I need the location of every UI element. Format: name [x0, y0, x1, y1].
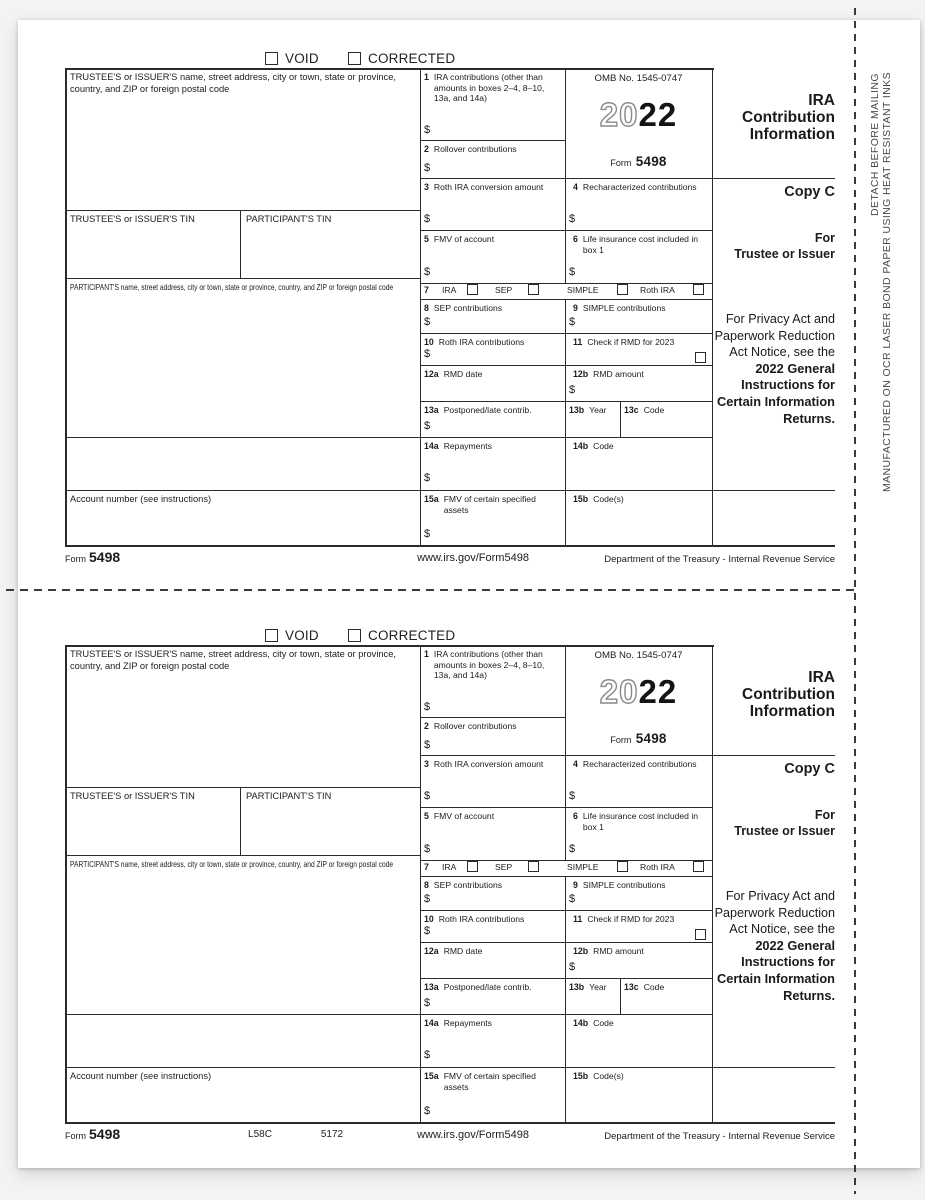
box1-dollar: $ — [424, 124, 431, 136]
copy-label: Copy C — [784, 184, 835, 200]
trustee-tin-field[interactable] — [67, 805, 239, 854]
form-title-line: Information — [749, 703, 835, 720]
trustee-tin-field[interactable] — [67, 228, 239, 277]
box8-dollar: $ — [424, 893, 431, 905]
detach-instruction-text: DETACH BEFORE MAILING — [869, 73, 881, 216]
privacy-notice: For Privacy Act and Paperwork Reduction Act Notice, see the 2022 General Instructions for Certain Information Returns. — [714, 312, 835, 426]
box7-sep-checkbox[interactable] — [528, 861, 539, 872]
grid-line — [420, 876, 712, 877]
box5-dollar: $ — [424, 266, 431, 278]
box11-label: 11 Check if RMD for 2023 — [573, 914, 675, 924]
box7-sep-label: SEP — [495, 862, 513, 872]
grid-line — [565, 645, 566, 860]
grid-line — [65, 855, 420, 856]
paper-sheet — [18, 20, 920, 1168]
treasury-department-text: Department of the Treasury - Internal Revenue Service — [604, 554, 835, 565]
form-title-line: IRA — [808, 669, 835, 686]
grid-line — [620, 401, 621, 437]
grid-line — [240, 210, 241, 278]
grid-line — [620, 978, 621, 1014]
tax-year-solid: 22 — [638, 673, 678, 710]
box2-label: 2 Rollover contributions — [424, 721, 517, 731]
copy-recipient-line: Trustee or Issuer — [734, 824, 835, 838]
box13b-label: 13b Year — [569, 405, 607, 415]
box13a-dollar: $ — [424, 420, 431, 432]
void-checkbox[interactable] — [265, 52, 278, 65]
box12a-label: 12a RMD date — [424, 369, 483, 379]
grid-line — [65, 490, 835, 491]
box6-label: 6 Life insurance cost included in box 1 — [573, 234, 699, 255]
box12b-label: 12b RMD amount — [573, 946, 644, 956]
box3-label: 3 Roth IRA conversion amount — [424, 182, 544, 192]
box7-ira-checkbox[interactable] — [467, 861, 478, 872]
box11-rmd-checkbox[interactable] — [695, 929, 706, 940]
grid-line — [65, 437, 712, 438]
grid-line — [65, 1014, 712, 1015]
box7-ira-label: IRA — [442, 285, 457, 295]
box7-simple-checkbox[interactable] — [617, 861, 628, 872]
box7-ira-checkbox[interactable] — [467, 284, 478, 295]
box9-label: 9 SIMPLE contributions — [573, 303, 666, 313]
tax-year-outline: 20 — [599, 673, 639, 710]
copy-label: Copy C — [784, 761, 835, 777]
box14a-dollar: $ — [424, 472, 431, 484]
box5-dollar: $ — [424, 843, 431, 855]
grid-line — [420, 807, 712, 808]
omb-number: OMB No. 1545-0747 — [594, 650, 683, 661]
participant-tin-field[interactable] — [242, 805, 419, 854]
box13a-label: 13a Postponed/late contrib. — [424, 982, 532, 992]
box12b-dollar: $ — [569, 961, 576, 973]
box13c-label: 13c Code — [624, 405, 665, 415]
grid-line — [65, 1122, 835, 1124]
box6-dollar: $ — [569, 266, 576, 278]
privacy-notice: For Privacy Act and Paperwork Reduction Act Notice, see the 2022 General Instructions for Certain Information Returns. — [714, 889, 835, 1003]
trustee-name-label: TRUSTEE'S or ISSUER'S name, street address, city or town, state or province, country, and ZIP or foreign postal code — [70, 72, 396, 94]
box7-rothira-checkbox[interactable] — [693, 284, 704, 295]
copy-recipient-line: For — [814, 808, 835, 822]
tax-year-solid: 22 — [638, 96, 678, 133]
box13c-label: 13c Code — [624, 982, 665, 992]
grid-line — [420, 178, 835, 179]
void-label: VOID — [285, 51, 319, 66]
box4-dollar: $ — [569, 790, 576, 802]
box1-dollar: $ — [424, 701, 431, 713]
box8-dollar: $ — [424, 316, 431, 328]
box9-dollar: $ — [569, 316, 576, 328]
participant-tin-label: PARTICIPANT'S TIN — [246, 791, 332, 801]
box14a-label: 14a Repayments — [424, 1018, 492, 1028]
corrected-checkbox[interactable] — [348, 629, 361, 642]
grid-line — [65, 645, 714, 647]
box8-label: 8 SEP contributions — [424, 880, 503, 890]
participant-name-label: PARTICIPANT'S name, street address, city or town, state or province, country, and ZIP or foreign postal code — [70, 282, 394, 292]
vertical-perforation-line — [854, 8, 856, 1194]
participant-tin-field[interactable] — [242, 228, 419, 277]
box15a-dollar: $ — [424, 1105, 431, 1117]
grid-line — [420, 401, 712, 402]
box5-label: 5 FMV of account — [424, 811, 495, 821]
participant-name-label: PARTICIPANT'S name, street address, city or town, state or province, country, and ZIP or foreign postal code — [70, 859, 394, 869]
box9-dollar: $ — [569, 893, 576, 905]
trustee-tin-label: TRUSTEE'S or ISSUER'S TIN — [70, 791, 195, 801]
box7-simple-checkbox[interactable] — [617, 284, 628, 295]
box3-dollar: $ — [424, 213, 431, 225]
grid-line — [420, 942, 712, 943]
irs-url: www.irs.gov/Form5498 — [417, 552, 529, 564]
box6-dollar: $ — [569, 843, 576, 855]
box14a-label: 14a Repayments — [424, 441, 492, 451]
grid-line — [240, 787, 241, 855]
omb-number: OMB No. 1545-0747 — [594, 73, 683, 84]
form-id: Form 5498 — [610, 154, 667, 169]
corrected-label: CORRECTED — [368, 51, 456, 66]
void-checkbox[interactable] — [265, 629, 278, 642]
trustee-name-label: TRUSTEE'S or ISSUER'S name, street address, city or town, state or province, country, and ZIP or foreign postal code — [70, 649, 396, 671]
box15a-dollar: $ — [424, 528, 431, 540]
box7-number: 7 — [424, 285, 429, 295]
box7-sep-checkbox[interactable] — [528, 284, 539, 295]
box7-ira-label: IRA — [442, 862, 457, 872]
printer-code-right: 5172 — [320, 1129, 344, 1140]
grid-line — [65, 278, 420, 279]
box12b-dollar: $ — [569, 384, 576, 396]
box3-dollar: $ — [424, 790, 431, 802]
box11-rmd-checkbox[interactable] — [695, 352, 706, 363]
copy-recipient-line: For — [814, 231, 835, 245]
box2-label: 2 Rollover contributions — [424, 144, 517, 154]
form-5498-copy-bottom — [18, 629, 920, 1149]
account-number-field[interactable] — [67, 1084, 419, 1121]
box7-simple-label: SIMPLE — [567, 285, 599, 295]
grid-line — [65, 545, 835, 547]
grid-line — [565, 299, 566, 545]
box7-simple-label: SIMPLE — [567, 862, 599, 872]
grid-line — [65, 1067, 835, 1068]
tax-year-outline: 20 — [599, 96, 639, 133]
box15a-label: 15a FMV of certain specified assets — [424, 1071, 536, 1092]
grid-line — [420, 860, 712, 861]
horizontal-perforation-line — [6, 589, 855, 591]
box1-label: 1 IRA contributions (other than amounts in boxes 2–4, 8–10, 13a, and 14a) — [424, 72, 545, 103]
grid-line — [420, 283, 712, 284]
form-title-line: Information — [749, 126, 835, 143]
box10-dollar: $ — [424, 925, 431, 937]
printer-code-left: L58C — [248, 1129, 272, 1140]
box14a-dollar: $ — [424, 1049, 431, 1061]
box7-rothira-checkbox[interactable] — [693, 861, 704, 872]
irs-url: www.irs.gov/Form5498 — [417, 1129, 529, 1141]
trustee-name-field[interactable] — [67, 673, 419, 785]
form-id: Form 5498 — [610, 731, 667, 746]
box4-label: 4 Recharacterized contributions — [573, 182, 697, 192]
box13b-label: 13b Year — [569, 982, 607, 992]
box10-dollar: $ — [424, 348, 431, 360]
form-5498-copy-top — [18, 52, 920, 572]
box7-number: 7 — [424, 862, 429, 872]
grid-line — [65, 68, 714, 70]
participant-name-field[interactable] — [67, 294, 419, 436]
paper-stock-text: MANUFACTURED ON OCR LASER BOND PAPER USING HEAT RESISTANT INKS — [881, 72, 893, 492]
trustee-tin-label: TRUSTEE'S or ISSUER'S TIN — [70, 214, 195, 224]
treasury-department-text: Department of the Treasury - Internal Revenue Service — [604, 1131, 835, 1142]
corrected-checkbox[interactable] — [348, 52, 361, 65]
box4-label: 4 Recharacterized contributions — [573, 759, 697, 769]
box10-label: 10 Roth IRA contributions — [424, 337, 525, 347]
copy-recipient-line: Trustee or Issuer — [734, 247, 835, 261]
box4-dollar: $ — [569, 213, 576, 225]
account-number-field[interactable] — [67, 507, 419, 544]
box3-label: 3 Roth IRA conversion amount — [424, 759, 544, 769]
void-label: VOID — [285, 628, 319, 643]
box13a-label: 13a Postponed/late contrib. — [424, 405, 532, 415]
form-title-line: Contribution — [742, 109, 835, 126]
box6-label: 6 Life insurance cost included in box 1 — [573, 811, 699, 832]
box15a-label: 15a FMV of certain specified assets — [424, 494, 536, 515]
box14b-label: 14b Code — [573, 441, 614, 451]
grid-line — [420, 333, 712, 334]
form-title-line: Contribution — [742, 686, 835, 703]
box2-dollar: $ — [424, 162, 431, 174]
grid-line — [420, 978, 712, 979]
participant-tin-label: PARTICIPANT'S TIN — [246, 214, 332, 224]
grid-line — [420, 299, 712, 300]
box8-label: 8 SEP contributions — [424, 303, 503, 313]
grid-line — [420, 365, 712, 366]
corrected-label: CORRECTED — [368, 628, 456, 643]
box9-label: 9 SIMPLE contributions — [573, 880, 666, 890]
footer-form-id: Form 5498 — [65, 1126, 121, 1142]
box10-label: 10 Roth IRA contributions — [424, 914, 525, 924]
box15b-label: 15b Code(s) — [573, 1071, 624, 1081]
account-number-label: Account number (see instructions) — [70, 494, 212, 504]
box2-dollar: $ — [424, 739, 431, 751]
footer-form-id: Form 5498 — [65, 549, 121, 565]
participant-name-field[interactable] — [67, 871, 419, 1013]
grid-line — [420, 230, 712, 231]
grid-line — [420, 910, 712, 911]
box7-rothira-label: Roth IRA — [640, 862, 675, 872]
grid-line — [565, 876, 566, 1122]
box7-rothira-label: Roth IRA — [640, 285, 675, 295]
account-number-label: Account number (see instructions) — [70, 1071, 212, 1081]
box7-sep-label: SEP — [495, 285, 513, 295]
box12b-label: 12b RMD amount — [573, 369, 644, 379]
box14b-label: 14b Code — [573, 1018, 614, 1028]
box1-label: 1 IRA contributions (other than amounts in boxes 2–4, 8–10, 13a, and 14a) — [424, 649, 545, 680]
grid-line — [565, 68, 566, 283]
form-title-line: IRA — [808, 92, 835, 109]
grid-line — [420, 755, 835, 756]
box13a-dollar: $ — [424, 997, 431, 1009]
trustee-name-field[interactable] — [67, 96, 419, 208]
grid-line — [420, 717, 565, 718]
box15b-label: 15b Code(s) — [573, 494, 624, 504]
box12a-label: 12a RMD date — [424, 946, 483, 956]
grid-line — [65, 210, 420, 211]
box5-label: 5 FMV of account — [424, 234, 495, 244]
grid-line — [420, 140, 565, 141]
box11-label: 11 Check if RMD for 2023 — [573, 337, 675, 347]
grid-line — [65, 787, 420, 788]
